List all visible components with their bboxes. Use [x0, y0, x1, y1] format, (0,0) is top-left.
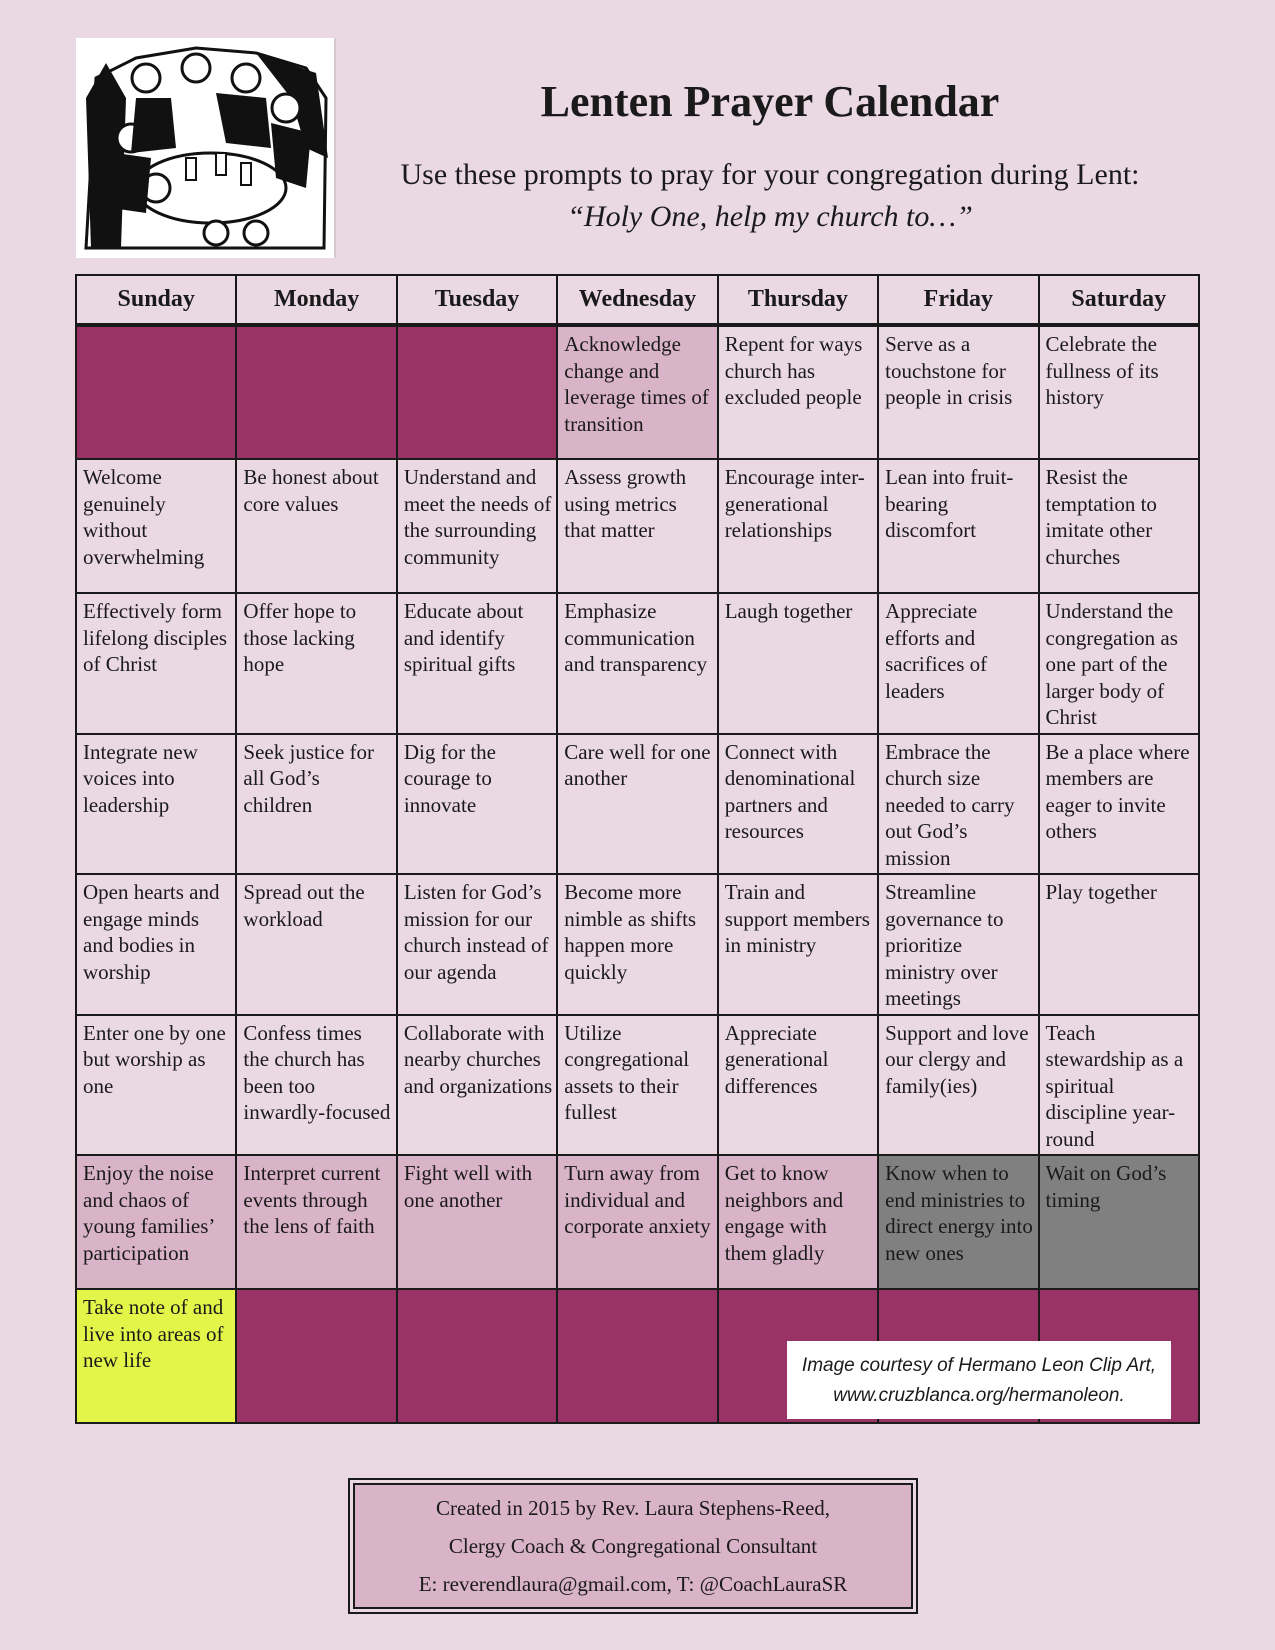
calendar-day-cell: Streamline governance to prioritize ministry over meetings: [878, 874, 1038, 1015]
calendar-day-cell: Encourage inter-generational relationships: [718, 459, 878, 593]
calendar-week-row: [76, 734, 1199, 875]
calendar-day-cell: Enter one by one but worship as one: [76, 1015, 236, 1156]
calendar-day-cell: Acknowledge change and leverage times of transition: [557, 325, 717, 459]
calendar-day-cell: Wait on God’s timing: [1039, 1155, 1199, 1289]
calendar-day-cell: Teach stewardship as a spiritual discipline year-round: [1039, 1015, 1199, 1156]
calendar-day-cell: Lean into fruit-bearing discomfort: [878, 459, 1038, 593]
last-supper-illustration-icon: [76, 38, 336, 258]
calendar-day-cell: Spread out the workload: [236, 874, 396, 1015]
calendar-day-cell: Fight well with one another: [397, 1155, 557, 1289]
author-contact-line: E: reverendlaura@gmail.com, T: @CoachLauraSR: [418, 1572, 848, 1596]
author-title-line: Clergy Coach & Congregational Consultant: [448, 1534, 818, 1558]
calendar-day-cell: Play together: [1039, 874, 1199, 1015]
calendar-week-row: [76, 459, 1199, 593]
calendar-day-cell: Train and support members in ministry: [718, 874, 878, 1015]
calendar-day-cell: Connect with denominational partners and resources: [718, 734, 878, 875]
calendar-day-cell: Educate about and identify spiritual gifts: [397, 593, 557, 734]
calendar-day-cell: [397, 1289, 557, 1423]
calendar-week-row: [76, 593, 1199, 734]
calendar-day-cell: [236, 325, 396, 459]
calendar-day-cell: Effectively form lifelong disciples of Christ: [76, 593, 236, 734]
prayer-calendar-table: [75, 274, 1200, 1424]
calendar-day-cell: Confess times the church has been too inwardly-focused: [236, 1015, 396, 1156]
author-credit-box: [348, 1478, 918, 1614]
calendar-day-cell: Listen for God’s mission for our church instead of our agenda: [397, 874, 557, 1015]
day-header: Thursday: [718, 275, 878, 325]
calendar-day-cell: Know when to end ministries to direct energy into new ones: [878, 1155, 1038, 1289]
calendar-day-cell: Welcome genuinely without overwhelming: [76, 459, 236, 593]
calendar-day-cell: Take note of and live into areas of new life: [76, 1289, 236, 1423]
calendar-day-cell: [397, 325, 557, 459]
calendar-day-cell: Assess growth using metrics that matter: [557, 459, 717, 593]
calendar-day-cell: Collaborate with nearby churches and organizations: [397, 1015, 557, 1156]
author-line: Created in 2015 by Rev. Laura Stephens-Reed,: [435, 1496, 831, 1520]
calendar-day-cell: Embrace the church size needed to carry out God’s mission: [878, 734, 1038, 875]
day-header: Friday: [878, 275, 1038, 325]
image-credit-line: Image courtesy of Hermano Leon Clip Art,: [801, 1355, 1157, 1376]
calendar-day-cell: Repent for ways church has excluded people: [718, 325, 878, 459]
calendar-day-cell: Utilize congregational assets to their fullest: [557, 1015, 717, 1156]
page-title: Lenten Prayer Calendar: [540, 77, 1000, 126]
calendar-day-cell: Be a place where members are eager to invite others: [1039, 734, 1199, 875]
prayer-tagline: “Holy One, help my church to…”: [567, 200, 973, 233]
day-header: Sunday: [76, 275, 236, 325]
calendar-day-cell: Appreciate generational differences: [718, 1015, 878, 1156]
page-subtitle: Use these prompts to pray for your congregation during Lent:: [400, 158, 1140, 191]
calendar-week-row: [76, 1015, 1199, 1156]
calendar-day-cell: Understand and meet the needs of the surrounding community: [397, 459, 557, 593]
calendar-day-cell: Appreciate efforts and sacrifices of leaders: [878, 593, 1038, 734]
calendar-day-cell: [76, 325, 236, 459]
calendar-day-cell: Resist the temptation to imitate other churches: [1039, 459, 1199, 593]
calendar-week-row: [76, 874, 1199, 1015]
calendar-day-cell: Celebrate the fullness of its history: [1039, 325, 1199, 459]
calendar-day-cell: Open hearts and engage minds and bodies in worship: [76, 874, 236, 1015]
calendar-week-row: [76, 325, 1199, 459]
calendar-day-cell: Support and love our clergy and family(ies): [878, 1015, 1038, 1156]
calendar-day-cell: Turn away from individual and corporate anxiety: [557, 1155, 717, 1289]
calendar-day-cell: Care well for one another: [557, 734, 717, 875]
calendar-day-cell: Get to know neighbors and engage with them gladly: [718, 1155, 878, 1289]
calendar-day-cell: [236, 1289, 396, 1423]
calendar-day-cell: Be honest about core values: [236, 459, 396, 593]
calendar-week-row: [76, 1155, 1199, 1289]
image-credit-url: www.cruzblanca.org/hermanoleon.: [833, 1385, 1125, 1406]
calendar-day-cell: Become more nimble as shifts happen more quickly: [557, 874, 717, 1015]
calendar-day-cell: Integrate new voices into leadership: [76, 734, 236, 875]
calendar-day-cell: Enjoy the noise and chaos of young families’ participation: [76, 1155, 236, 1289]
day-header: Saturday: [1039, 275, 1199, 325]
calendar-day-cell: Serve as a touchstone for people in crisis: [878, 325, 1038, 459]
calendar-day-cell: [557, 1289, 717, 1423]
day-header: Tuesday: [397, 275, 557, 325]
calendar-day-cell: Dig for the courage to innovate: [397, 734, 557, 875]
calendar-day-cell: Seek justice for all God’s children: [236, 734, 396, 875]
calendar-header-row: [76, 275, 1199, 325]
calendar-day-cell: Interpret current events through the lens of faith: [236, 1155, 396, 1289]
calendar-day-cell: Understand the congregation as one part of the larger body of Christ: [1039, 593, 1199, 734]
calendar-day-cell: Offer hope to those lacking hope: [236, 593, 396, 734]
author-credit-inner: [353, 1483, 913, 1609]
day-header: Wednesday: [557, 275, 717, 325]
calendar-day-cell: Emphasize communication and transparency: [557, 593, 717, 734]
day-header: Monday: [236, 275, 396, 325]
image-credit: [787, 1341, 1171, 1419]
calendar-day-cell: Laugh together: [718, 593, 878, 734]
